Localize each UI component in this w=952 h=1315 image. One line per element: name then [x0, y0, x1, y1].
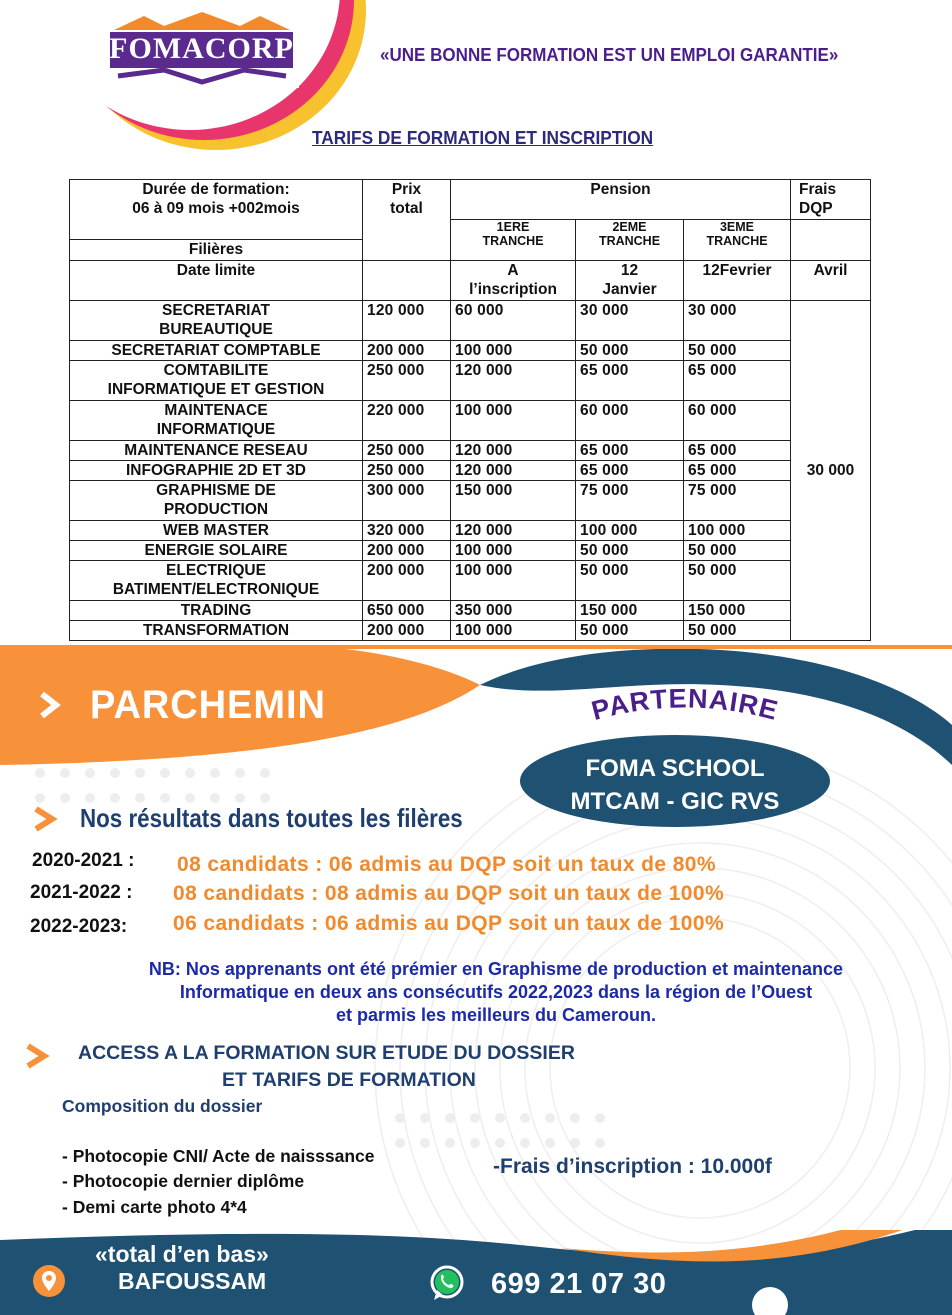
header-tranche-3: 3EME TRANCHE	[684, 220, 791, 261]
table-title: TARIFS DE FORMATION ET INSCRIPTION	[312, 128, 654, 148]
frais-dqp-value: 30 000	[791, 301, 871, 641]
prix-total: 200 000	[363, 561, 451, 601]
filiere-name: ELECTRIQUE BATIMENT/ELECTRONIQUE	[70, 561, 363, 601]
date-dqp: Avril	[791, 261, 871, 301]
table-row	[70, 541, 871, 561]
dossier-item: - Photocopie dernier diplôme	[62, 1171, 305, 1191]
dossier-item: - Demi carte photo 4*4	[62, 1197, 247, 1217]
date-tranche-2: 12 Janvier	[576, 261, 684, 301]
chevron-right-icon	[30, 806, 64, 832]
tranche-3: 60 000	[684, 401, 791, 441]
table-row	[70, 341, 871, 361]
table-row	[70, 561, 871, 601]
table-row	[70, 481, 871, 521]
prix-total: 320 000	[363, 521, 451, 541]
tranche-1: 120 000	[451, 441, 576, 461]
nb-line: Informatique en deux ans consécutifs 2022,2023 dans la région de l’Ouest	[179, 982, 813, 1002]
address-line-2: BAFOUSSAM	[118, 1268, 267, 1294]
tranche-1: 100 000	[451, 341, 576, 361]
tranche-3: 65 000	[684, 461, 791, 481]
prix-total: 250 000	[363, 441, 451, 461]
filiere-name: INFOGRAPHIE 2D ET 3D	[70, 461, 363, 481]
tranche-3: 30 000	[684, 301, 791, 341]
tranche-3: 50 000	[684, 341, 791, 361]
filiere-name: TRADING	[70, 601, 363, 621]
whatsapp-icon	[428, 1264, 466, 1302]
location-pin-icon	[32, 1264, 66, 1298]
prix-total: 120 000	[363, 301, 451, 341]
result-text: 06 candidats : 06 admis au DQP soit un taux de 100%	[173, 912, 725, 935]
tranche-1: 100 000	[451, 621, 576, 641]
result-text: 08 candidats : 08 admis au DQP soit un taux de 100%	[173, 882, 725, 905]
prix-total: 200 000	[363, 541, 451, 561]
result-year: 2020-2021 :	[32, 850, 135, 871]
prix-total: 200 000	[363, 621, 451, 641]
address-line-1: «total d’en bas»	[95, 1241, 269, 1267]
filiere-name: COMTABILITE INFORMATIQUE ET GESTION	[70, 361, 363, 401]
tranche-2: 100 000	[576, 521, 684, 541]
table-row	[70, 461, 871, 481]
header-empty-prix	[363, 261, 451, 301]
tranche-2: 150 000	[576, 601, 684, 621]
table-row	[70, 621, 871, 641]
prix-total: 220 000	[363, 401, 451, 441]
results-title: Nos résultats dans toutes les filères	[80, 803, 463, 833]
parchemin-title: PARCHEMIN	[90, 683, 326, 727]
filiere-name: MAINTENACE INFORMATIQUE	[70, 401, 363, 441]
prix-total: 200 000	[363, 341, 451, 361]
access-title-line-2: ET TARIFS DE FORMATION	[222, 1069, 476, 1091]
filiere-name: GRAPHISME DE PRODUCTION	[70, 481, 363, 521]
tranche-3: 50 000	[684, 541, 791, 561]
table-row	[70, 361, 871, 401]
prix-total: 250 000	[363, 461, 451, 481]
header-filieres: Filières	[70, 240, 363, 261]
tranche-2: 65 000	[576, 461, 684, 481]
filiere-name: SECRETARIAT COMPTABLE	[70, 341, 363, 361]
chevron-right-icon	[36, 690, 66, 720]
chevron-right-icon	[22, 1043, 56, 1069]
composition-heading: Composition du dossier	[62, 1096, 263, 1116]
filiere-name: MAINTENANCE RESEAU	[70, 441, 363, 461]
tranche-1: 100 000	[451, 541, 576, 561]
tranche-1: 100 000	[451, 401, 576, 441]
tranche-3: 75 000	[684, 481, 791, 521]
table-row	[70, 521, 871, 541]
tranche-3: 50 000	[684, 561, 791, 601]
nb-note	[40, 958, 952, 1027]
tranche-3: 50 000	[684, 621, 791, 641]
partenaire-label: PARTENAIRE	[588, 683, 782, 727]
result-text: 08 candidats : 06 admis au DQP soit un taux de 80%	[177, 853, 716, 876]
table-row	[70, 601, 871, 621]
header-frais-dqp: Frais DQP	[791, 180, 871, 220]
header-date-limite: Date limite	[70, 261, 363, 301]
tranche-2: 50 000	[576, 541, 684, 561]
phone-number: 699 21 07 30	[491, 1268, 667, 1300]
tranche-2: 65 000	[576, 361, 684, 401]
prix-total: 300 000	[363, 481, 451, 521]
nb-line: NB: Nos apprenants ont été prémier en Graphisme de production et maintenance	[148, 959, 844, 979]
partenaire-arc-title	[555, 680, 815, 740]
tranche-2: 50 000	[576, 561, 684, 601]
partner-line-1: FOMA SCHOOL	[585, 755, 765, 782]
tranche-1: 120 000	[451, 461, 576, 481]
date-tranche-3: 12Fevrier	[684, 261, 791, 301]
tranche-3: 150 000	[684, 601, 791, 621]
tranche-1: 120 000	[451, 521, 576, 541]
date-tranche-1: A l’inscription	[451, 261, 576, 301]
partner-line-2: MTCAM - GIC RVS	[570, 788, 780, 815]
prix-total: 250 000	[363, 361, 451, 401]
tranche-3: 65 000	[684, 441, 791, 461]
header-empty	[791, 220, 871, 261]
tranche-2: 50 000	[576, 341, 684, 361]
header-pension: Pension	[451, 180, 791, 220]
filiere-name: SECRETARIAT BUREAUTIQUE	[70, 301, 363, 341]
filiere-name: WEB MASTER	[70, 521, 363, 541]
tranche-2: 75 000	[576, 481, 684, 521]
tranche-1: 100 000	[451, 561, 576, 601]
tranche-2: 30 000	[576, 301, 684, 341]
nb-line: et parmis les meilleurs du Cameroun.	[335, 1005, 657, 1025]
motto: «UNE BONNE FORMATION EST UN EMPLOI GARANTIE»	[380, 44, 839, 65]
prix-total: 650 000	[363, 601, 451, 621]
header-tranche-2: 2EME TRANCHE	[576, 220, 684, 261]
table-row	[70, 301, 871, 341]
logo-text: FOMACORP	[109, 32, 294, 65]
filiere-name: ENERGIE SOLAIRE	[70, 541, 363, 561]
tranche-1: 150 000	[451, 481, 576, 521]
dossier-item: - Photocopie CNI/ Acte de naisssance	[62, 1146, 375, 1166]
header-duree: Durée de formation: 06 à 09 mois +002mois	[70, 180, 363, 240]
tranche-1: 120 000	[451, 361, 576, 401]
header-prix-total: Prix total	[363, 180, 451, 261]
table-row	[70, 441, 871, 461]
tranche-3: 100 000	[684, 521, 791, 541]
tranche-1: 60 000	[451, 301, 576, 341]
svg-text:PARTENAIRE	[588, 683, 781, 726]
access-title-line-1: ACCESS A LA FORMATION SUR ETUDE DU DOSSIER	[78, 1042, 575, 1064]
result-year: 2022-2023:	[30, 916, 128, 937]
header-tranche-1: 1ERE TRANCHE	[451, 220, 576, 261]
tranche-2: 65 000	[576, 441, 684, 461]
tranche-1: 350 000	[451, 601, 576, 621]
result-year: 2021-2022 :	[30, 882, 133, 903]
table-row	[70, 401, 871, 441]
tariffs-table	[69, 179, 871, 641]
tranche-2: 50 000	[576, 621, 684, 641]
frais-inscription: -Frais d’inscription : 10.000f	[493, 1155, 772, 1178]
tranche-2: 60 000	[576, 401, 684, 441]
filiere-name: TRANSFORMATION	[70, 621, 363, 641]
tranche-3: 65 000	[684, 361, 791, 401]
